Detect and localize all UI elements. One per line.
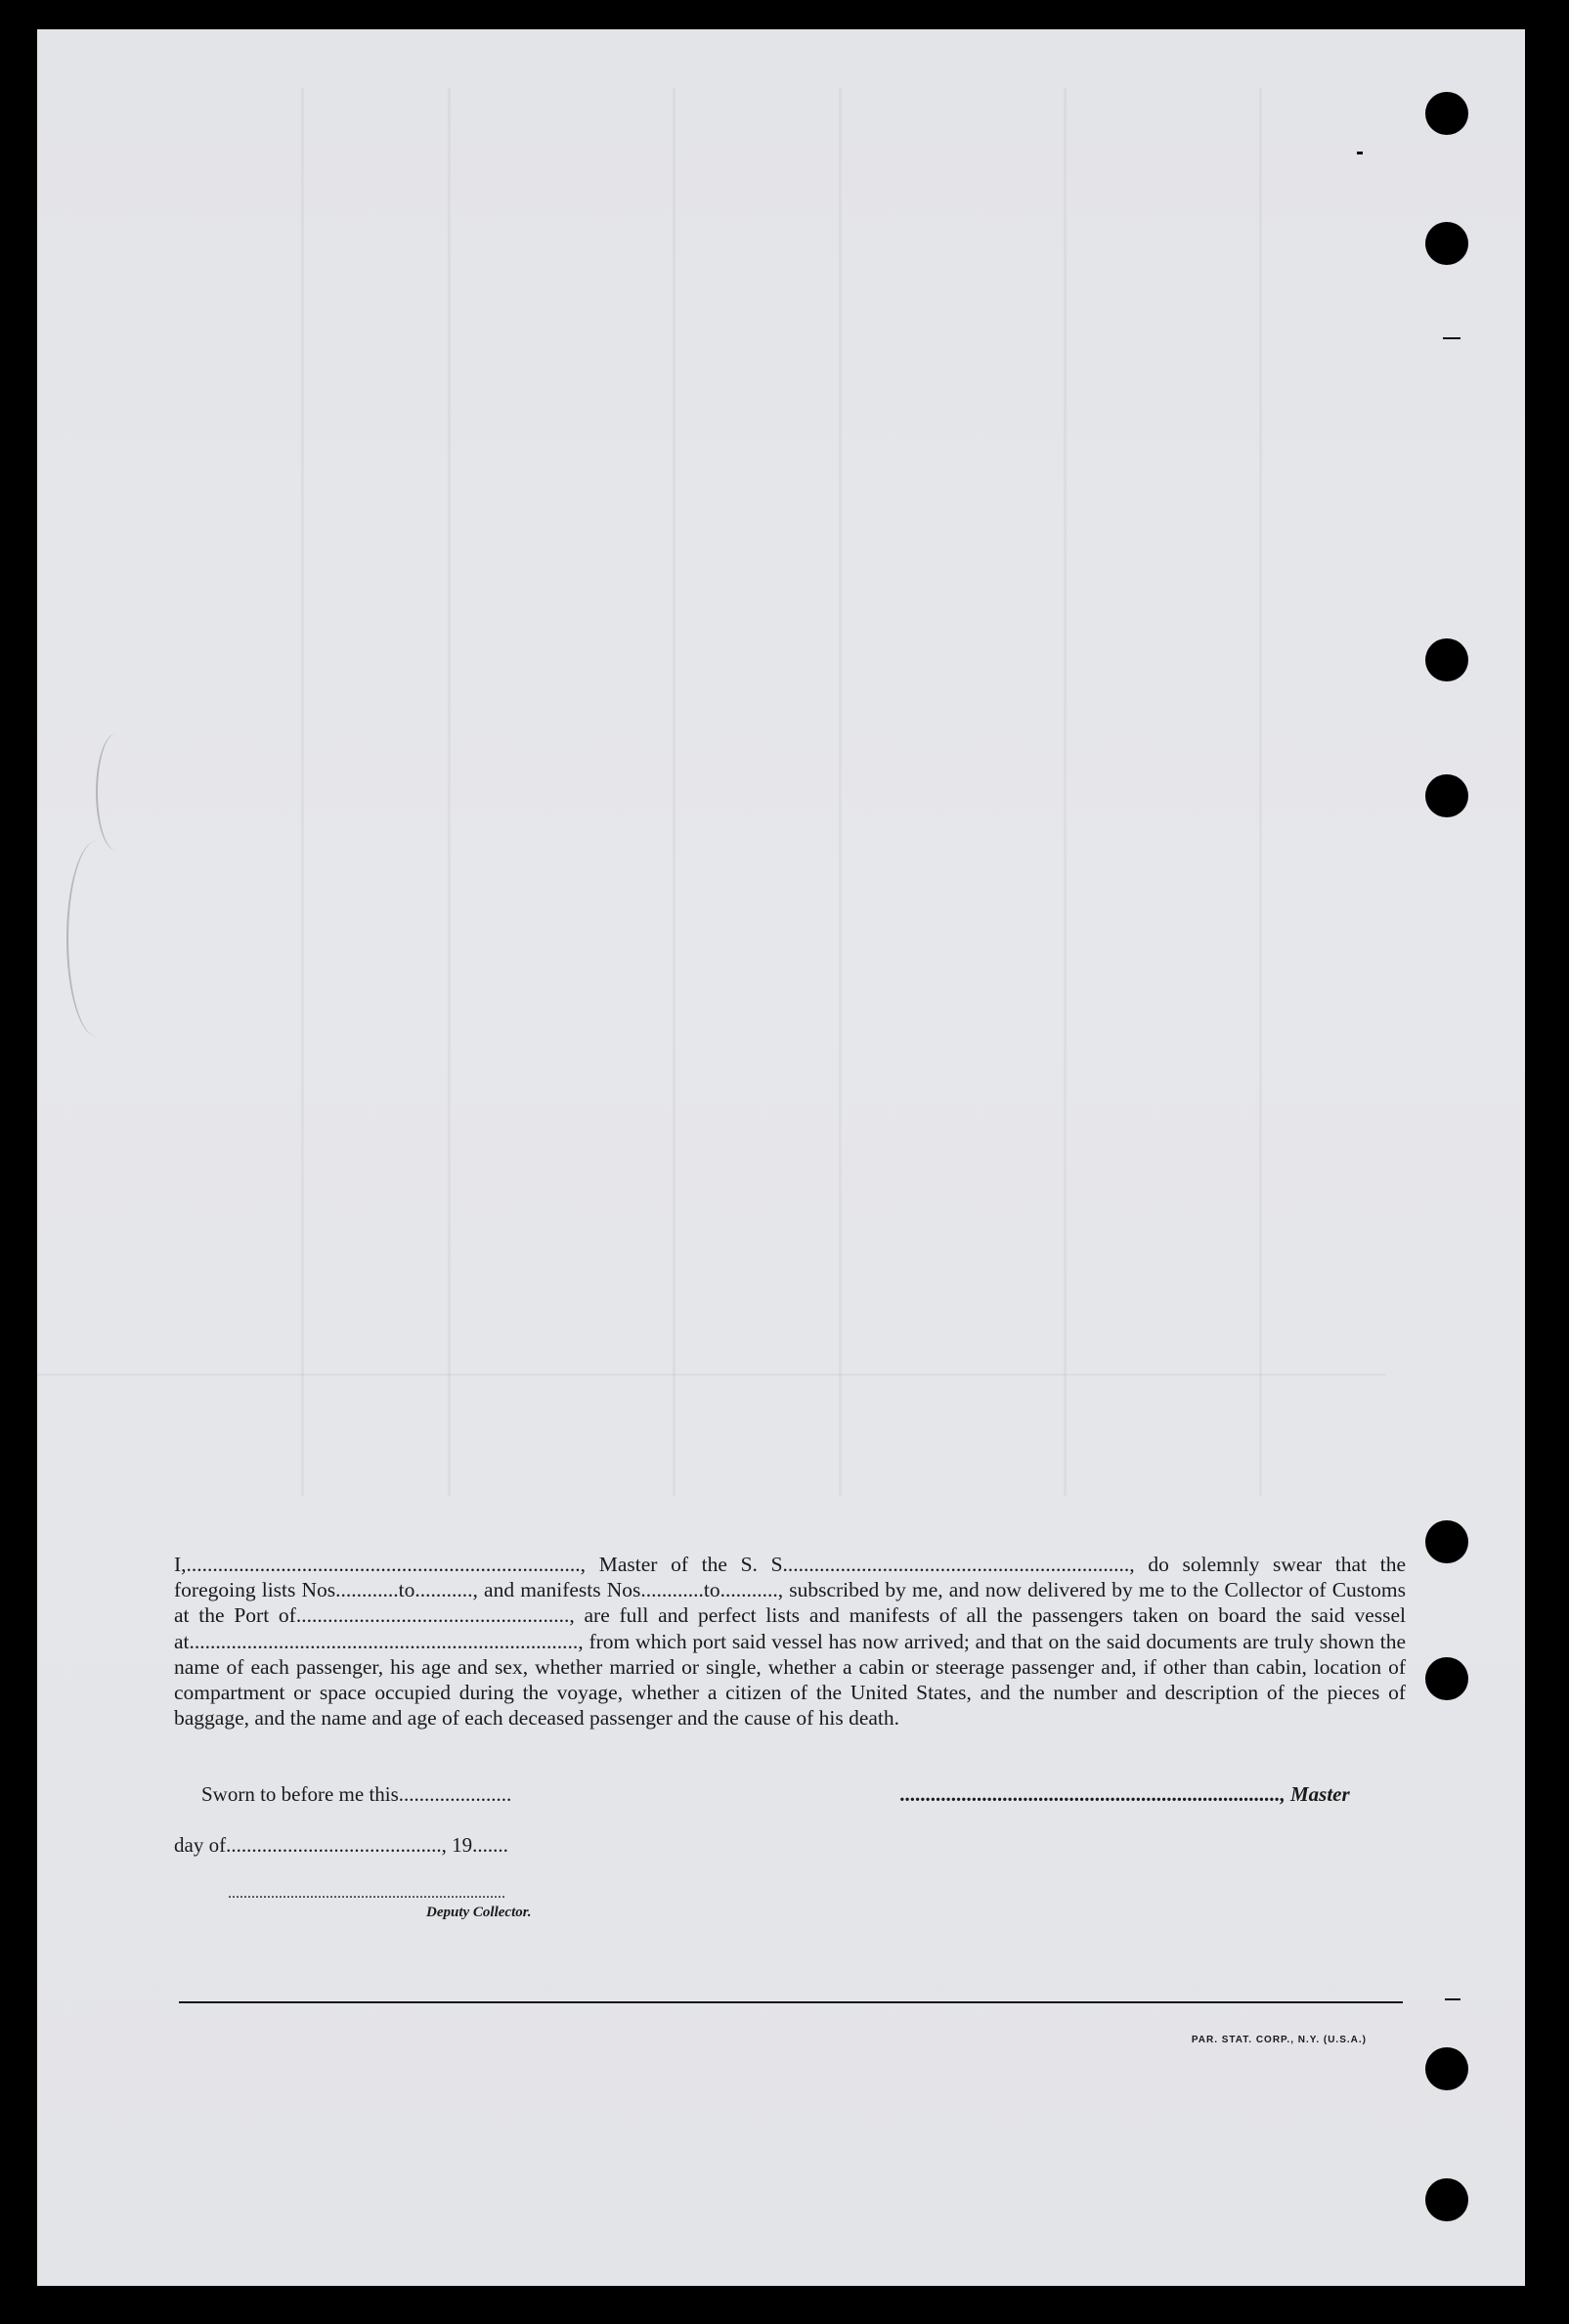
edge-tick xyxy=(1443,337,1460,339)
punch-hole xyxy=(1425,1657,1468,1700)
document-page xyxy=(37,29,1525,2286)
deputy-collector-label: Deputy Collector. xyxy=(426,1905,532,1920)
punch-hole xyxy=(1425,774,1468,817)
ghost-rule xyxy=(1259,88,1262,1496)
printer-imprint: PAR. STAT. CORP., N.Y. (U.S.A.) xyxy=(1191,2035,1367,2045)
punch-hole xyxy=(1425,2178,1468,2221)
sworn-before-line: Sworn to before me this...................... xyxy=(201,1782,512,1806)
punch-hole xyxy=(1425,2047,1468,2090)
ghost-rule xyxy=(37,1374,1386,1376)
bottom-rule xyxy=(179,2001,1403,2003)
ghost-rule xyxy=(301,88,304,1496)
punch-hole xyxy=(1425,1520,1468,1563)
ghost-rule xyxy=(839,88,842,1496)
edge-tick xyxy=(1445,1998,1460,2000)
punch-hole xyxy=(1425,638,1468,681)
day-of-line: day of.........................................., 19....... xyxy=(174,1833,508,1857)
deputy-signature-dots: ....................................................................... xyxy=(228,1885,505,1902)
ghost-rule xyxy=(448,88,451,1496)
oath-paragraph: I,..........................................................................., Master of the S. S.................................................................., do solemnly swear that the foregoing lists Nos............to..........., and manifests Nos............to..........., subscribed by me, and now delivered by me to the Collector of Customs at the Port of...................................................., are full and perfect lists and manifests of all the passengers taken on board the said vessel at.........................................................................., from which port said vessel has now arrived; and that on the said documents are truly shown the name of each passenger, his age and sex, whether married or single, whether a cabin or steerage passenger and, if other than cabin, location of compartment or space occupied during the voyage, whether a citizen of the United States, and the number and description of the pieces of baggage, and the name and age of each deceased passenger and the cause of his death. xyxy=(174,1553,1406,1731)
punch-hole xyxy=(1425,92,1468,135)
ghost-rule xyxy=(1064,88,1067,1496)
oath-text xyxy=(174,1552,1406,1731)
ghost-rule xyxy=(673,88,676,1496)
punch-hole xyxy=(1425,222,1468,265)
stain-mark xyxy=(66,841,127,1036)
stain-mark xyxy=(96,733,137,851)
master-signature-line: .........................................................................., Master xyxy=(900,1782,1350,1806)
edge-tick xyxy=(1357,152,1363,154)
